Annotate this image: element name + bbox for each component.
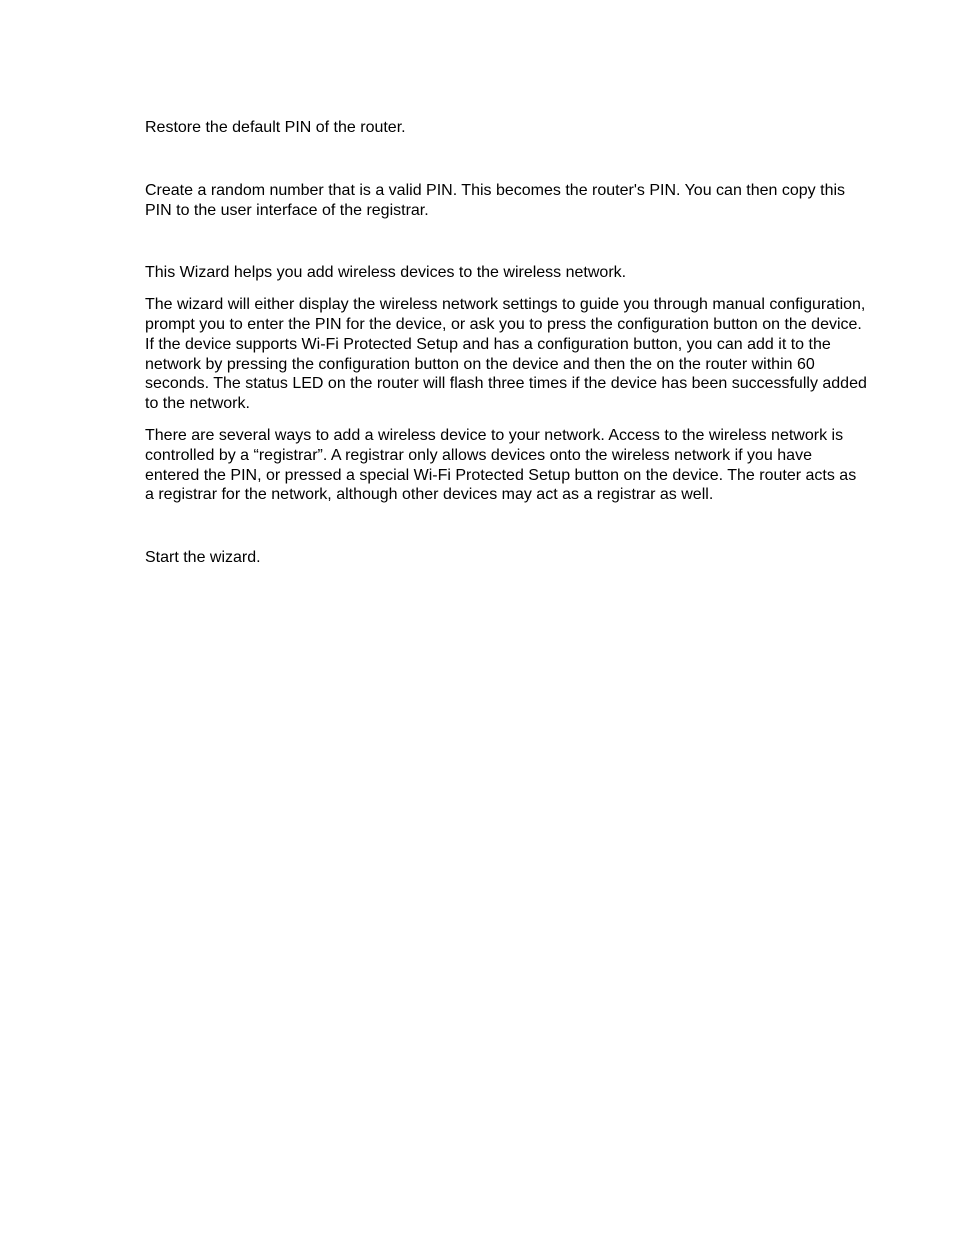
restore-pin-text: Restore the default PIN of the router. xyxy=(145,119,406,136)
start-wizard-text: Start the wizard. xyxy=(145,549,261,567)
registrar-info-text: There are several ways to add a wireless device to your network. Access to the wireless network is controlled by a “registrar”. A registrar only allows devices onto the wireless network if you have entered the PIN, or pressed a special Wi-Fi Protected Setup button on the device. The router acts as a registrar for the network, although other devices may act as a registrar as well. xyxy=(145,426,857,504)
wizard-intro-text: This Wizard helps you add wireless devices to the wireless network. xyxy=(145,264,627,282)
wizard-details-text: The wizard will either display the wireless network settings to guide you through manual configuration, prompt you to enter the PIN for the device, or ask you to press the configuration button on the device. If the device supports Wi-Fi Protected Setup and has a configuration button, you can add it to the network by pressing the configuration button on the device and then the on the router within 60 seconds. The status LED on the router will flash three times if the device has been successfully added to the network. xyxy=(145,296,867,413)
document-page xyxy=(145,118,867,568)
generate-pin-text: Create a random number that is a valid PIN. This becomes the router's PIN. You can then copy this PIN to the user interface of the registrar. xyxy=(145,181,846,219)
